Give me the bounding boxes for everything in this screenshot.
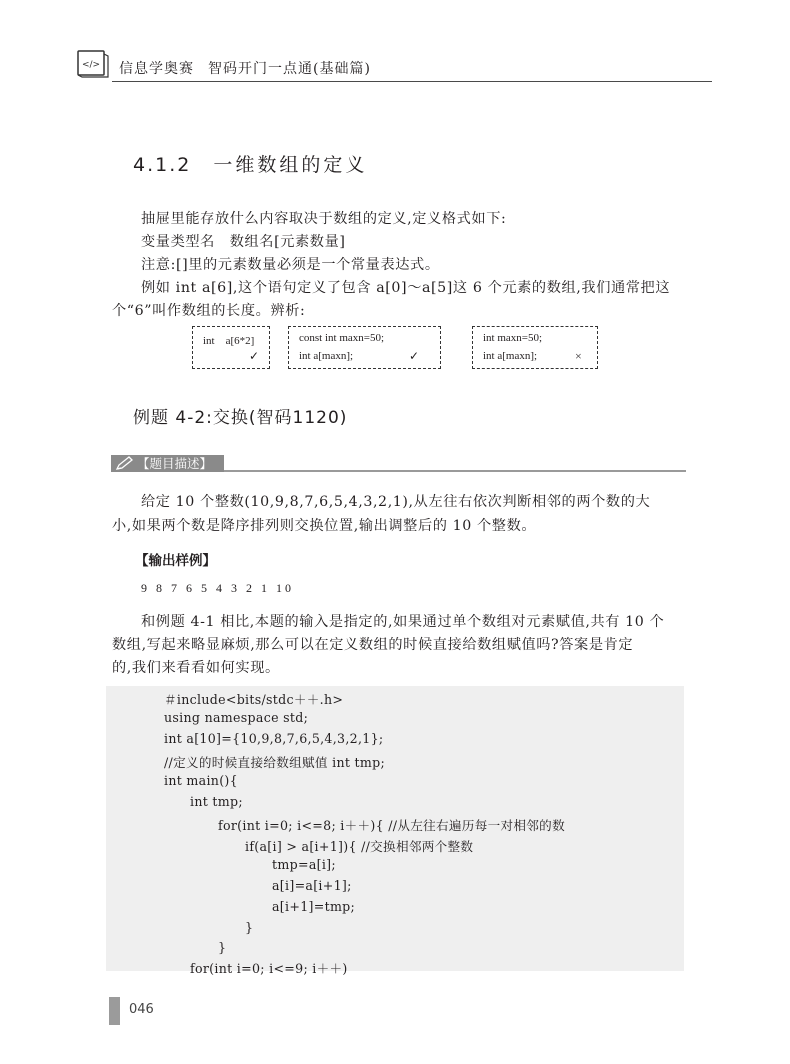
page-number-bar [109,997,120,1025]
book-series: 信息学奥赛 [119,61,194,77]
output-sample-heading: 【输出样例】 [135,553,216,569]
code-line: int tmp; [190,794,243,809]
code-book-icon [76,48,110,78]
cross-icon: × [575,349,582,363]
section-title: 一维数组的定义 [213,154,368,176]
box3-line1: int maxn=50; [483,332,543,344]
problem-line1: 给定 10 个整数(10,9,8,7,6,5,4,3,2,1),从左往右依次判断相邻的两个数的大 [141,494,651,510]
code-line: ＃include<bits/stdc＋＋.h> [164,692,344,707]
paragraph-example-line2: 个“6”叫作数组的长度。辨析: [112,303,306,319]
paragraph-example-line1: 例如 int a[6],这个语句定义了包含 a[0]～a[5]这 6 个元素的数组,我们通常把这 [141,280,671,296]
compare-box-3 [472,326,598,369]
header-rule [112,81,712,82]
analysis-line2: 数组,写起来略显麻烦,那么可以在定义数组的时候直接给数组赋值吗?答案是肯定 [112,637,634,653]
code-line: } [218,940,227,955]
check-icon: ✓ [249,349,260,363]
paragraph-format: 变量类型名 数组名[元素数量] [141,234,346,250]
code-line: using namespace std; [164,710,309,725]
code-line: for(int i=0; i<=9; i＋＋) [190,961,348,976]
output-sample: 9 8 7 6 5 4 3 2 1 10 [141,581,294,595]
box2-line2: int a[maxn]; [299,350,354,362]
problem-tag-label: 【题目描述】 [137,456,213,471]
code-line: int a[10]={10,9,8,7,6,5,4,3,2,1}; [164,731,384,746]
svg-text:</>: </> [81,60,101,70]
section-heading [133,150,367,177]
code-line: } [245,920,254,935]
running-header [119,58,371,78]
paragraph-note: 注意:[]里的元素数量必须是一个常量表达式。 [141,257,440,273]
compare-box-1 [192,326,270,369]
check-icon: ✓ [409,349,420,363]
code-line: a[i+1]=tmp; [272,899,356,914]
analysis-line3: 的,我们来看看如何实现。 [112,660,280,676]
code-line: //定义的时候直接给数组赋值 int tmp; [164,755,386,770]
page-number: 046 [129,1002,154,1017]
problem-tag-bar [111,455,686,472]
paragraph-definition: 抽屉里能存放什么内容取决于数组的定义,定义格式如下: [141,211,507,227]
code-line: tmp=a[i]; [272,857,336,872]
code-line: if(a[i] > a[i+1]){ //交换相邻两个整数 [245,839,474,854]
code-line: for(int i=0; i<=8; i＋＋){ //从左往右遍历每一对相邻的数 [218,818,565,833]
box3-line2: int a[maxn]; [483,350,538,362]
book-title: 智码开门一点通(基础篇) [208,61,371,77]
problem-tag [111,455,224,472]
section-number: 4.1.2 [133,154,192,176]
box1-line1: int a[6*2] [203,335,255,347]
code-line: int main(){ [164,773,238,788]
example-heading: 例题 4-2:交换(智码1120) [133,408,348,428]
problem-line2: 小,如果两个数是降序排列则交换位置,输出调整后的 10 个整数。 [112,518,537,534]
analysis-line1: 和例题 4-1 相比,本题的输入是指定的,如果通过单个数组对元素赋值,共有 10 个 [141,614,665,630]
code-block [106,686,684,976]
box2-line1: const int maxn=50; [299,332,385,344]
code-line: a[i]=a[i+1]; [272,878,352,893]
compare-box-2 [288,326,441,369]
pencil-icon [115,456,135,471]
